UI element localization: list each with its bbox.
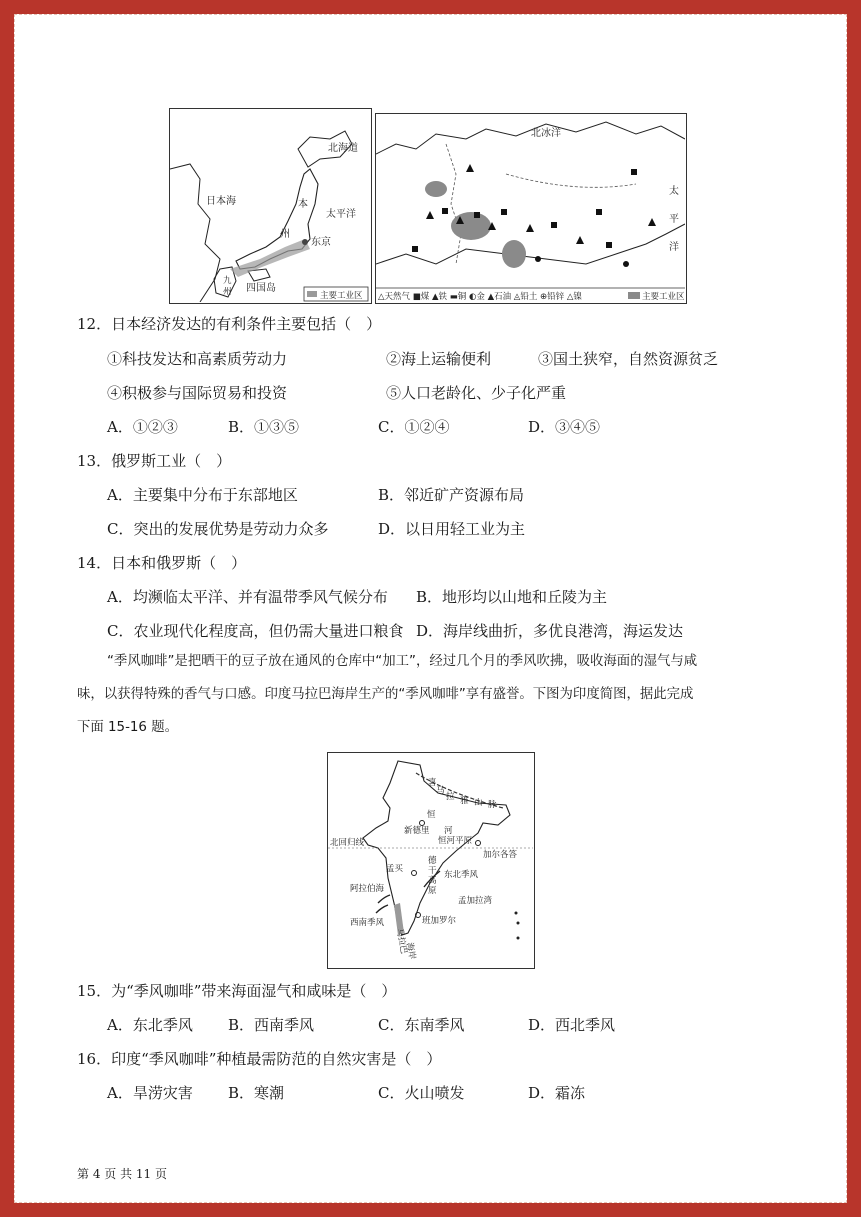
india-label-himalaya-2: 马 bbox=[436, 786, 445, 796]
q15-option-a[interactable]: A．东北季风 bbox=[107, 1016, 193, 1034]
india-label-deccan-3: 高 bbox=[428, 876, 437, 886]
india-label-sw-monsoon: 西南季风 bbox=[350, 918, 385, 928]
russia-resource-symbols bbox=[412, 164, 656, 267]
japan-label-honshu-1: 本 bbox=[298, 199, 308, 210]
russia-label-pacific-2: 平 bbox=[669, 214, 679, 225]
q16-option-a[interactable]: A．旱涝灾害 bbox=[107, 1084, 193, 1102]
japan-legend: 主要工业区 bbox=[320, 291, 363, 301]
russia-map bbox=[375, 113, 687, 304]
japan-label-pacific: 太平洋 bbox=[326, 209, 356, 220]
india-label-himalaya-1: 喜 bbox=[428, 778, 437, 788]
q15-option-c[interactable]: C．东南季风 bbox=[378, 1016, 465, 1034]
india-label-ganges-1: 恒 bbox=[427, 810, 436, 820]
india-label-ne-monsoon: 东北季风 bbox=[444, 870, 479, 880]
japan-label-kyushu-2: 州 bbox=[223, 287, 232, 297]
question-13-stem: 13．俄罗斯工业（ ） bbox=[77, 452, 232, 470]
india-label-himalaya-4: 雅 bbox=[460, 796, 469, 806]
q12-option-a[interactable]: A．①②③ bbox=[107, 418, 178, 436]
q14-option-b[interactable]: B．地形均以山地和丘陵为主 bbox=[416, 588, 608, 606]
q12-item-4: ④积极参与国际贸易和投资 bbox=[107, 384, 288, 402]
q12-item-5: ⑤人口老龄化、少子化严重 bbox=[386, 384, 567, 402]
q15-option-b[interactable]: B．西南季风 bbox=[228, 1016, 315, 1034]
q16-option-c[interactable]: C．火山喷发 bbox=[378, 1084, 465, 1102]
q12-item-1: ①科技发达和高素质劳动力 bbox=[107, 350, 288, 368]
japan-map-figure bbox=[170, 109, 370, 302]
q13-option-a[interactable]: A．主要集中分布于东部地区 bbox=[107, 486, 298, 504]
india-label-ganges-2: 河 bbox=[444, 826, 453, 836]
india-map bbox=[327, 752, 535, 969]
russia-label-pacific-1: 太 bbox=[669, 186, 679, 197]
india-label-himalaya-3: 拉 bbox=[446, 792, 455, 802]
india-label-deccan-4: 原 bbox=[428, 886, 437, 896]
q13-option-c[interactable]: C．突出的发展优势是劳动力众多 bbox=[107, 520, 329, 538]
q13-option-d[interactable]: D．以日用轻工业为主 bbox=[378, 520, 526, 538]
india-label-deccan-1: 德 bbox=[428, 856, 437, 866]
india-label-bay-of-bengal: 孟加拉湾 bbox=[458, 896, 493, 906]
japan-label-honshu-2: 州 bbox=[280, 229, 290, 240]
passage-line-1: “季风咖啡”是把晒干的豆子放在通风的仓库中“加工”，经过几个月的季风吹拂，吸收海面的湿气与咸 bbox=[107, 654, 698, 669]
q12-option-c[interactable]: C．①②④ bbox=[378, 418, 450, 436]
japan-label-hokkaido: 北海道 bbox=[328, 143, 358, 154]
india-label-malabar-2: 海岸 bbox=[404, 941, 417, 961]
india-label-bangalore: 班加罗尔 bbox=[422, 916, 457, 926]
india-label-tropic: 北回归线 bbox=[330, 838, 365, 848]
q16-option-b[interactable]: B．寒潮 bbox=[228, 1084, 285, 1102]
q16-option-d[interactable]: D．霜冻 bbox=[528, 1084, 586, 1102]
russia-map-figure bbox=[376, 114, 685, 302]
japan-label-kyushu-1: 九 bbox=[223, 276, 232, 286]
question-12-stem: 12．日本经济发达的有利条件主要包括（ ） bbox=[77, 315, 382, 333]
india-label-himalaya-6: 脉 bbox=[488, 800, 497, 810]
india-label-kolkata: 加尔各答 bbox=[483, 850, 518, 860]
russia-legend: △天然气 ■煤 ▲铁 ▬铜 ◐金 ▲石油 ◬铅土 ⊕铅锌 △镍 bbox=[378, 292, 582, 302]
question-15-stem: 15．为“季风咖啡”带来海面湿气和咸味是（ ） bbox=[77, 982, 397, 1000]
india-map-figure bbox=[328, 753, 533, 967]
passage-line-2: 味，以获得特殊的香气与口感。印度马拉巴海岸生产的“季风咖啡”享有盛誉。下图为印度简图，据此完成 bbox=[77, 687, 694, 702]
q14-option-d[interactable]: D．海岸线曲折，多优良港湾，海运发达 bbox=[416, 622, 684, 640]
q12-item-2: ②海上运输便利 bbox=[386, 350, 492, 368]
passage-line-3: 下面 15-16 题。 bbox=[77, 720, 178, 735]
exam-page bbox=[14, 14, 847, 1203]
india-label-malabar-1: 马拉巴 bbox=[394, 927, 409, 955]
india-label-deccan-2: 干 bbox=[428, 866, 437, 876]
russia-label-arctic: 北冰洋 bbox=[531, 128, 561, 139]
india-label-himalaya-5: 山 bbox=[474, 798, 483, 808]
q14-option-a[interactable]: A．均濒临太平洋、并有温带季风气候分布 bbox=[107, 588, 388, 606]
india-label-ganges-plain: 恒河平原 bbox=[438, 836, 473, 846]
russia-label-pacific-3: 洋 bbox=[669, 242, 679, 253]
q12-item-3: ③国土狭窄，自然资源贫乏 bbox=[538, 350, 719, 368]
q14-option-c[interactable]: C．农业现代化程度高，但仍需大量进口粮食 bbox=[107, 622, 404, 640]
question-14-stem: 14．日本和俄罗斯（ ） bbox=[77, 554, 247, 572]
russia-legend-region: 主要工业区 bbox=[642, 292, 685, 302]
q13-option-b[interactable]: B．邻近矿产资源布局 bbox=[378, 486, 525, 504]
japan-label-shikoku: 四国岛 bbox=[246, 283, 276, 294]
india-label-mumbai: 孟买 bbox=[386, 864, 404, 874]
q12-option-b[interactable]: B．①③⑤ bbox=[228, 418, 300, 436]
page-footer: 第 4 页 共 11 页 bbox=[77, 1167, 167, 1181]
q15-option-d[interactable]: D．西北季风 bbox=[528, 1016, 616, 1034]
japan-label-sea-of-japan: 日本海 bbox=[206, 196, 236, 207]
question-16-stem: 16．印度“季风咖啡”种植最需防范的自然灾害是（ ） bbox=[77, 1050, 442, 1068]
india-label-new-delhi: 新德里 bbox=[404, 826, 430, 836]
q12-option-d[interactable]: D．③④⑤ bbox=[528, 418, 601, 436]
japan-map bbox=[169, 108, 372, 304]
japan-label-tokyo: 东京 bbox=[311, 237, 331, 248]
india-label-arabian-sea: 阿拉伯海 bbox=[350, 884, 385, 894]
